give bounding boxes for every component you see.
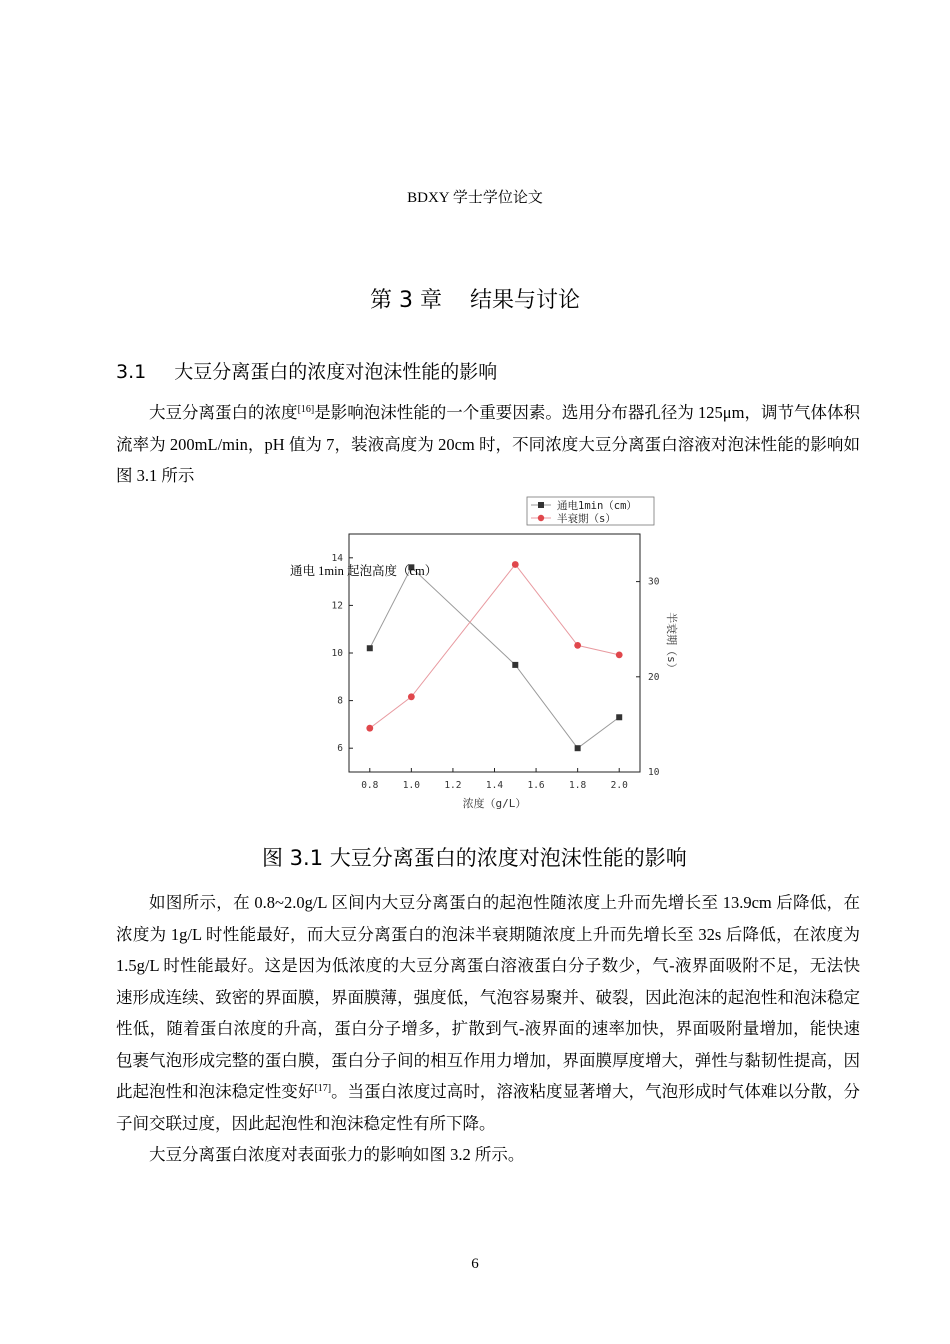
discussion-body [116,887,860,1171]
intro-paragraph [116,397,860,492]
discussion-text-2: 。当蛋白浓度过高时，溶液粘度显著增大，气泡形成时气体难以分散，分子间交联过度，因此起泡性和泡沫稳定性有所下降。 [116,1082,861,1133]
discussion-text-1: 如图所示，在 0.8~2.0g/L 区间内大豆分离蛋白的起泡性随浓度上升而先增长至 13.9cm 后降低，在浓度为 1g/L 时性能最好，而大豆分离蛋白的泡沫半衰期随浓度上升而先增长至 32s 后降低，在浓度为 1.5g/L 时性能最好。这是因为低浓度的大豆分离蛋白溶液蛋白分子数少，气-液界面吸附不足，无法快速形成连续、致密的界面膜，界面膜薄，强度低，气泡容易聚并、破裂，因此泡沫的起泡性和泡沫稳定性低，随着蛋白浓度的升高，蛋白分子增多，扩散到气-液界面的速率加快，界面吸附量增加，能快速包裹气泡形成完整的蛋白膜，蛋白分子间的相互作用力增加，界面膜厚度增大，弹性与黏韧性提高，因此起泡性和泡沫稳定性变好 [116,893,860,1101]
series-line-1 [370,564,619,728]
chart-legend [527,497,654,525]
chapter-heading [0,283,950,314]
x-tick-label: 0.8 [361,780,379,791]
x-tick-label: 2.0 [610,780,628,791]
series-point-circle [574,642,581,649]
chart-svg [270,490,678,820]
citation-17: [17] [314,1083,332,1094]
x-tick-label: 1.0 [402,780,420,791]
chapter-title: 结果与讨论 [469,288,580,313]
series-point-circle [512,561,519,568]
page-number: 6 [471,1256,479,1272]
y-left-tick-label: 12 [331,600,343,612]
x-tick-label: 1.4 [485,780,504,791]
citation-16: [16] [297,404,315,415]
x-axis-label: 浓度（g/L） [462,797,527,810]
series-point-circle [366,725,373,732]
legend-label: 通电1min（cm） [557,500,637,512]
discussion-paragraph-2: 大豆分离蛋白浓度对表面张力的影响如图 3.2 所示。 [149,1145,525,1164]
legend-label: 半衰期（s） [557,513,616,525]
y-left-tick-label: 14 [331,552,343,564]
x-tick-label: 1.8 [569,780,587,791]
intro-text-2: 是影响泡沫性能的一个重要因素。选用分布器孔径为 125μm，调节气体体积流率为 200mL/min，pH 值为 7，装液高度为 20cm 时，不同浓度大豆分离蛋白溶液对泡沫性能的影响如图 3.1 所示 [116,403,860,485]
section-title: 大豆分离蛋白的浓度对泡沫性能的影响 [174,361,498,383]
series-line-0 [370,567,619,748]
y-right-tick-label: 30 [648,576,660,588]
figure-3-1-chart [270,490,678,824]
series-lines [370,564,619,748]
y-right-tick-label: 10 [648,767,660,778]
x-tick-label: 1.6 [527,780,545,791]
figure-caption: 图 3.1 大豆分离蛋白的浓度对泡沫性能的影响 [262,846,687,870]
series-point-square [616,714,622,720]
section-heading [116,357,497,384]
running-header: BDXY 学士学位论文 [407,190,543,206]
series-markers [366,561,622,751]
y-axis-right-label: 半衰期（s） [665,612,678,674]
y-left-tick-label: 8 [337,695,343,707]
series-point-square [512,662,518,668]
y-left-tick-label: 10 [331,648,343,659]
series-point-circle [616,652,623,659]
legend-marker-square [538,502,544,508]
axis-ticks [332,553,660,791]
series-point-circle [408,693,415,700]
x-tick-label: 1.2 [444,780,462,791]
section-number: 3.1 [116,361,147,383]
y-right-tick-label: 20 [648,671,660,683]
discussion-paragraph-1 [116,887,860,1139]
intro-text-1: 大豆分离蛋白的浓度 [149,403,298,422]
chapter-number: 第 3 章 [370,288,442,313]
series-point-square [367,645,373,651]
y-axis-left-label: 通电 1min 起泡高度（cm） [290,564,438,578]
y-left-tick-label: 6 [337,743,343,755]
series-point-square [575,745,581,751]
legend-marker-circle [538,515,544,521]
